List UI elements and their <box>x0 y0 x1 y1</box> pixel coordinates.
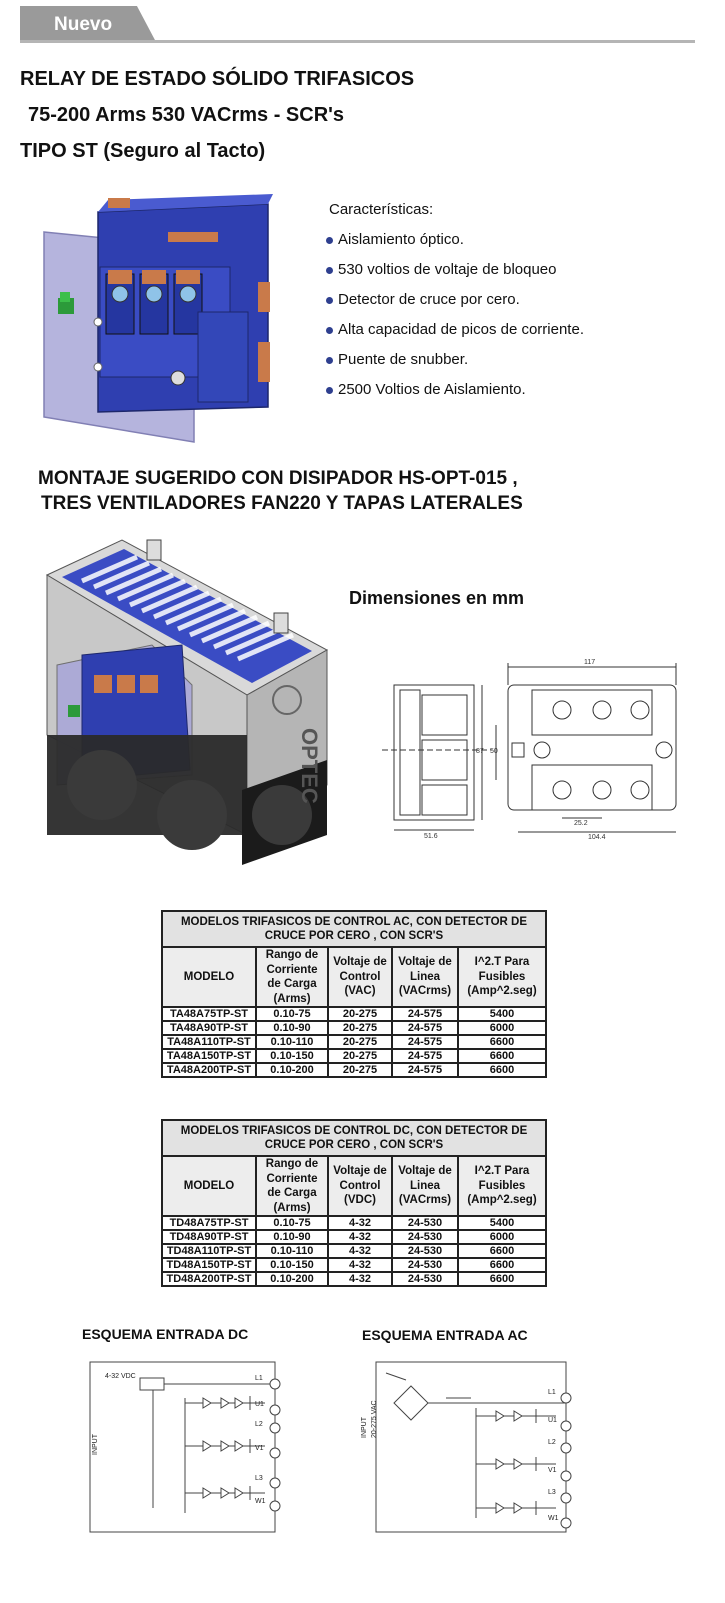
schematic-ac <box>356 1358 576 1538</box>
svg-text:L2: L2 <box>548 1439 556 1446</box>
feature-item: 530 voltios de voltaje de bloqueo <box>326 261 557 278</box>
dim-height-a-label: 87 <box>476 748 484 755</box>
table-row: TA48A110TP-ST 0.10-110 20-275 24-575 6600 <box>162 1035 546 1049</box>
table-row: TD48A200TP-ST 0.10-200 4-32 24-530 6600 <box>162 1272 546 1286</box>
bullet-icon <box>326 297 333 304</box>
table-row: TD48A90TP-ST 0.10-90 4-32 24-530 6000 <box>162 1230 546 1244</box>
table-row: TA48A75TP-ST 0.10-75 20-275 24-575 5400 <box>162 1007 546 1021</box>
badge-label: Nuevo <box>54 14 113 35</box>
table-row: TA48A150TP-ST 0.10-150 20-275 24-575 6600 <box>162 1049 546 1063</box>
dc-table-caption: MODELOS TRIFASICOS DE CONTROL DC, CON DETECTOR DE CRUCE POR CERO , CON SCR'S <box>162 1120 546 1156</box>
dim-base-label: 104.4 <box>588 834 606 840</box>
feature-item: Puente de snubber. <box>326 351 468 368</box>
table-row: TD48A150TP-ST 0.10-150 4-32 24-530 6600 <box>162 1258 546 1272</box>
heatsink-brand: OPTEC <box>297 728 322 804</box>
dc-col-line: Voltaje de Linea (VACrms) <box>392 1156 458 1216</box>
svg-text:L2: L2 <box>255 1421 263 1428</box>
table-row: TD48A75TP-ST 0.10-75 4-32 24-530 5400 <box>162 1216 546 1230</box>
ac-table-caption: MODELOS TRIFASICOS DE CONTROL AC, CON DETECTOR DE CRUCE POR CERO , CON SCR'S <box>162 911 546 947</box>
feature-item: Alta capacidad de picos de corriente. <box>326 321 584 338</box>
bullet-icon <box>326 327 333 334</box>
svg-text:L1: L1 <box>255 1375 263 1382</box>
table-row: TD48A110TP-ST 0.10-110 4-32 24-530 6600 <box>162 1244 546 1258</box>
ac-voltage-label: 20-275 VAC <box>371 1400 378 1438</box>
dc-col-model: MODELO <box>162 1156 256 1216</box>
bullet-icon <box>326 237 333 244</box>
svg-text:L1: L1 <box>548 1389 556 1396</box>
svg-text:L3: L3 <box>548 1489 556 1496</box>
schema-ac-title: ESQUEMA ENTRADA AC <box>362 1327 528 1343</box>
feature-item: Detector de cruce por cero. <box>326 291 520 308</box>
dc-col-control: Voltaje de Control (VDC) <box>328 1156 392 1216</box>
dimensions-title: Dimensiones en mm <box>349 588 525 608</box>
table-row: TA48A90TP-ST 0.10-90 20-275 24-575 6000 <box>162 1021 546 1035</box>
relay-illustration <box>38 192 278 447</box>
ac-col-i2t: I^2.T Para Fusibles (Amp^2.seg) <box>458 947 546 1007</box>
dc-input-label: INPUT <box>92 1434 99 1455</box>
product-type: TIPO ST (Seguro al Tacto) <box>20 140 266 162</box>
ac-input-label: INPUT <box>361 1417 368 1438</box>
dc-col-i2t: I^2.T Para Fusibles (Amp^2.seg) <box>458 1156 546 1216</box>
dc-col-current: Rango de Corriente de Carga (Arms) <box>256 1156 328 1216</box>
svg-text:U1: U1 <box>255 1401 264 1408</box>
bullet-icon <box>326 387 333 394</box>
dim-pitch-label: 25.2 <box>574 820 588 827</box>
dim-height-b-label: 50 <box>490 748 498 755</box>
svg-text:W1: W1 <box>255 1498 266 1505</box>
dim-depth-label: 51.6 <box>424 833 438 840</box>
schema-dc-title: ESQUEMA ENTRADA DC <box>82 1326 249 1342</box>
ac-col-line: Voltaje de Linea (VACrms) <box>392 947 458 1007</box>
features-title: Características: <box>329 201 434 218</box>
dc-voltage-label: 4-32 VDC <box>105 1373 136 1380</box>
svg-text:V1: V1 <box>255 1445 264 1452</box>
svg-text:U1: U1 <box>548 1417 557 1424</box>
heatsink-illustration <box>42 535 332 875</box>
mounting-title-line1: MONTAJE SUGERIDO CON DISIPADOR HS-OPT-015 , <box>38 468 518 489</box>
svg-text:V1: V1 <box>548 1467 557 1474</box>
mounting-title-line2: TRES VENTILADORES FAN220 Y TAPAS LATERALES <box>41 493 523 514</box>
table-row: TA48A200TP-ST 0.10-200 20-275 24-575 6600 <box>162 1063 546 1077</box>
dim-width-label: 117 <box>584 659 596 666</box>
header-rule <box>20 40 695 43</box>
feature-item: 2500 Voltios de Aislamiento. <box>326 381 526 398</box>
feature-item: Aislamiento óptico. <box>326 231 464 248</box>
schematic-dc <box>85 1358 285 1536</box>
product-title: RELAY DE ESTADO SÓLIDO TRIFASICOS <box>20 68 415 90</box>
product-subtitle: 75-200 Arms 530 VACrms - SCR's <box>28 104 345 126</box>
svg-text:L3: L3 <box>255 1475 263 1482</box>
ac-col-control: Voltaje de Control (VAC) <box>328 947 392 1007</box>
svg-text:W1: W1 <box>548 1515 559 1522</box>
ac-col-model: MODELO <box>162 947 256 1007</box>
dc-models-table <box>161 1119 547 1287</box>
bullet-icon <box>326 357 333 364</box>
bullet-icon <box>326 267 333 274</box>
ac-models-table <box>161 910 547 1078</box>
ac-col-current: Rango de Corriente de Carga (Arms) <box>256 947 328 1007</box>
dimension-drawing <box>382 655 702 840</box>
